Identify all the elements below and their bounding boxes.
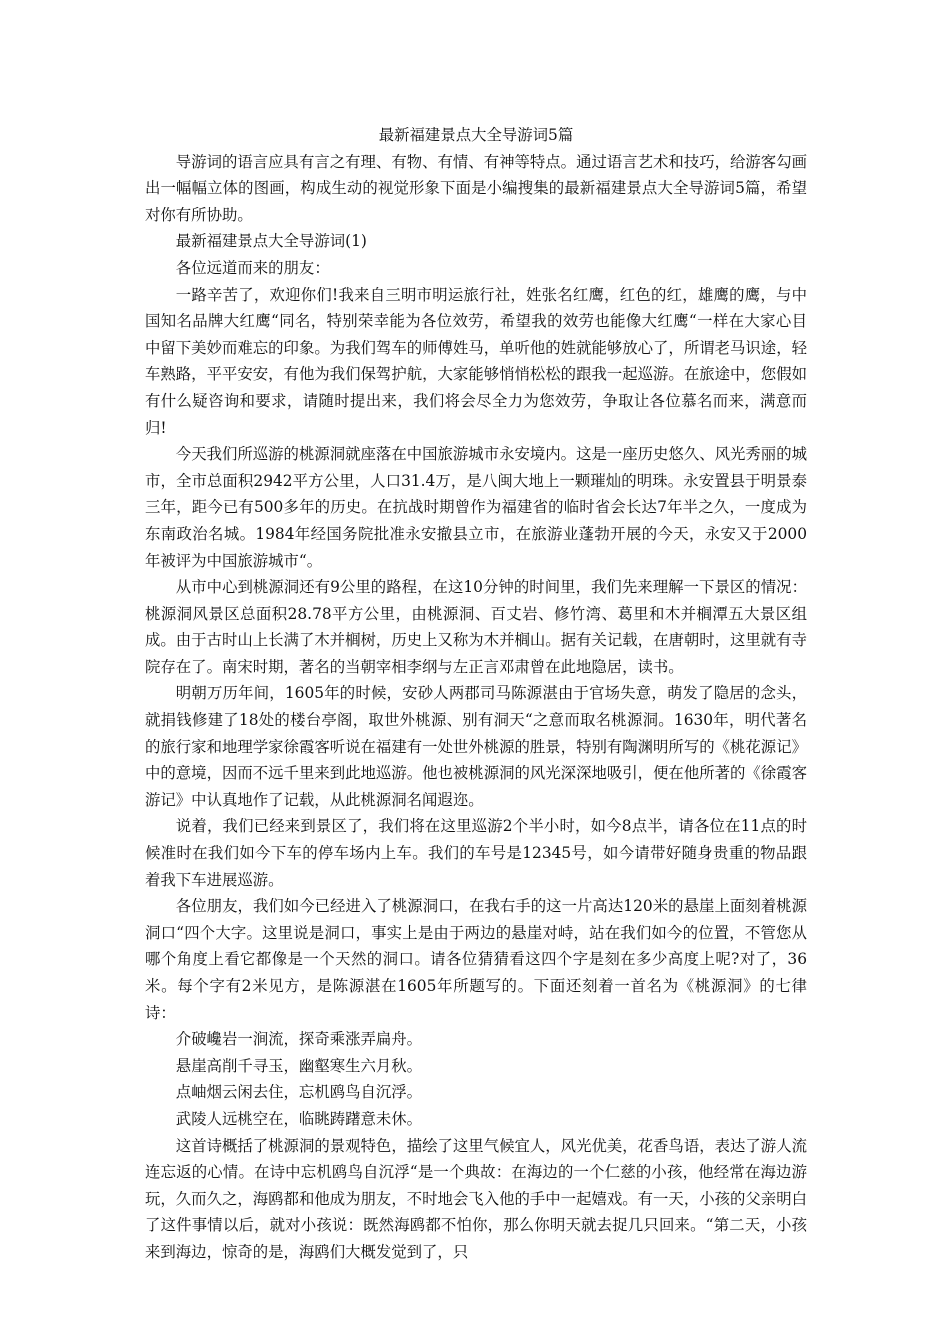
body-paragraph: 说着，我们已经来到景区了，我们将在这里巡游2个半小时，如今8点半，请各位在11点的时候准时在我们如今下车的停车场内上车。我们的车号是12345号，如今请带好随身贵重的物品跟着我下车进展巡游。 (145, 817, 807, 889)
intro-paragraph: 导游词的语言应具有言之有理、有物、有情、有神等特点。通过语言艺术和技巧，给游客勾画出一幅幅立体的图画，构成生动的视觉形象下面是小编搜集的最新福建景点大全导游词5篇，希望对你有所协助。 (145, 152, 807, 224)
poem-line: 介破巉岩一涧流，探奇乘涨弄扁舟。 (175, 1030, 423, 1049)
section-heading: 最新福建景点大全导游词(1) (175, 232, 367, 251)
body-paragraph: 一路辛苦了，欢迎你们!我来自三明市明运旅行社，姓张名红鹰，红色的红，雄鹰的鹰，与中国知名品牌大红鹰“同名，特别荣幸能为各位效劳，希望我的效劳也能像大红鹰“一样在大家心目中留下美妙而难忘的印象。为我们驾车的师傅姓马，单听他的姓就能够放心了，所谓老马识途，轻车熟路，平平安安，有他为我们保驾护航，大家能够悄悄松松的跟我一起巡游。在旅途中，您假如有什么疑咨询和要求，请随时提出来，我们将会尽全力为您效劳，争取让各位慕名而来，满意而归! (145, 285, 807, 437)
body-paragraph: 从市中心到桃源洞还有9公里的路程，在这10分钟的时间里，我们先来理解一下景区的情况：桃源洞风景区总面积28.78平方公里，由桃源洞、百丈岩、修竹湾、葛里和木并榈潭五大景区组成。由于古时山上长满了木并榈树，历史上又称为木并榈山。据有关记载，在唐朝时，这里就有寺院存在了。南宋时期，著名的当朝宰相李纲与左正言邓肃曾在此地隐居，读书。 (145, 578, 807, 676)
body-paragraph: 各位朋友，我们如今已经进入了桃源洞口，在我右手的这一片高达120米的悬崖上面刻着桃源洞口“四个大字。这里说是洞口，事实上是由于两边的悬崖对峙，站在我们如今的位置，不管您从哪个角度上看它都像是一个天然的洞口。请各位猜猜看这四个字是刻在多少高度上呢?对了，36米。每个字有2米见方，是陈源湛在1605年所题写的。下面还刻着一首名为《桃源洞》的七律诗： (145, 897, 807, 1022)
body-paragraph: 明朝万历年间，1605年的时候，安砂人两郡司马陈源湛由于官场失意，萌发了隐居的念头，就捐钱修建了18处的楼台亭阁，取世外桃源、别有洞天“之意而取名桃源洞。1630年，明代著名的旅行家和地理学家徐霞客听说在福建有一处世外桃源的胜景，特别有陶渊明所写的《桃花源记》中的意境，因而不远千里来到此地巡游。他也被桃源洞的风光深深地吸引，便在他所著的《徐霞客游记》中认真地作了记载，从此桃源洞名闻遐迩。 (145, 684, 807, 809)
poem-line: 武陵人远桃空在，临眺踌躇意未休。 (175, 1109, 423, 1128)
poem-line: 点岫烟云闲去住，忘机鸥鸟自沉浮。 (175, 1083, 423, 1102)
body-paragraph: 今天我们所巡游的桃源洞就座落在中国旅游城市永安境内。这是一座历史悠久、风光秀丽的城市，全市总面积2942平方公里，人口31.4万，是八闽大地上一颗璀灿的明珠。永安置县于明景泰三年，距今已有500多年的历史。在抗战时期曾作为福建省的临时省会长达7年半之久，一度成为东南政治名城。1984年经国务院批准永安撤县立市，在旅游业蓬勃开展的今天，永安又于2000年被评为中国旅游城市“。 (145, 445, 807, 570)
document-page (145, 122, 807, 1266)
closing-paragraph: 这首诗概括了桃源洞的景观特色，描绘了这里气候宜人，风光优美，花香鸟语，表达了游人流连忘返的心情。在诗中忘机鸥鸟自沉浮“是一个典故：在海边的一个仁慈的小孩，他经常在海边游玩，久而久之，海鸥都和他成为朋友，不时地会飞入他的手中一起嬉戏。有一天，小孩的父亲明白了这件事情以后，就对小孩说：既然海鸥都不怕你，那么你明天就去捉几只回来。“第二天，小孩来到海边，惊奇的是，海鸥们大概发觉到了，只 (145, 1136, 807, 1261)
document-title: 最新福建景点大全导游词5篇 (378, 126, 574, 144)
greeting-line: 各位远道而来的朋友： (175, 258, 330, 277)
poem-line: 悬崖高削千寻玉，幽壑寒生六月秋。 (175, 1056, 423, 1075)
